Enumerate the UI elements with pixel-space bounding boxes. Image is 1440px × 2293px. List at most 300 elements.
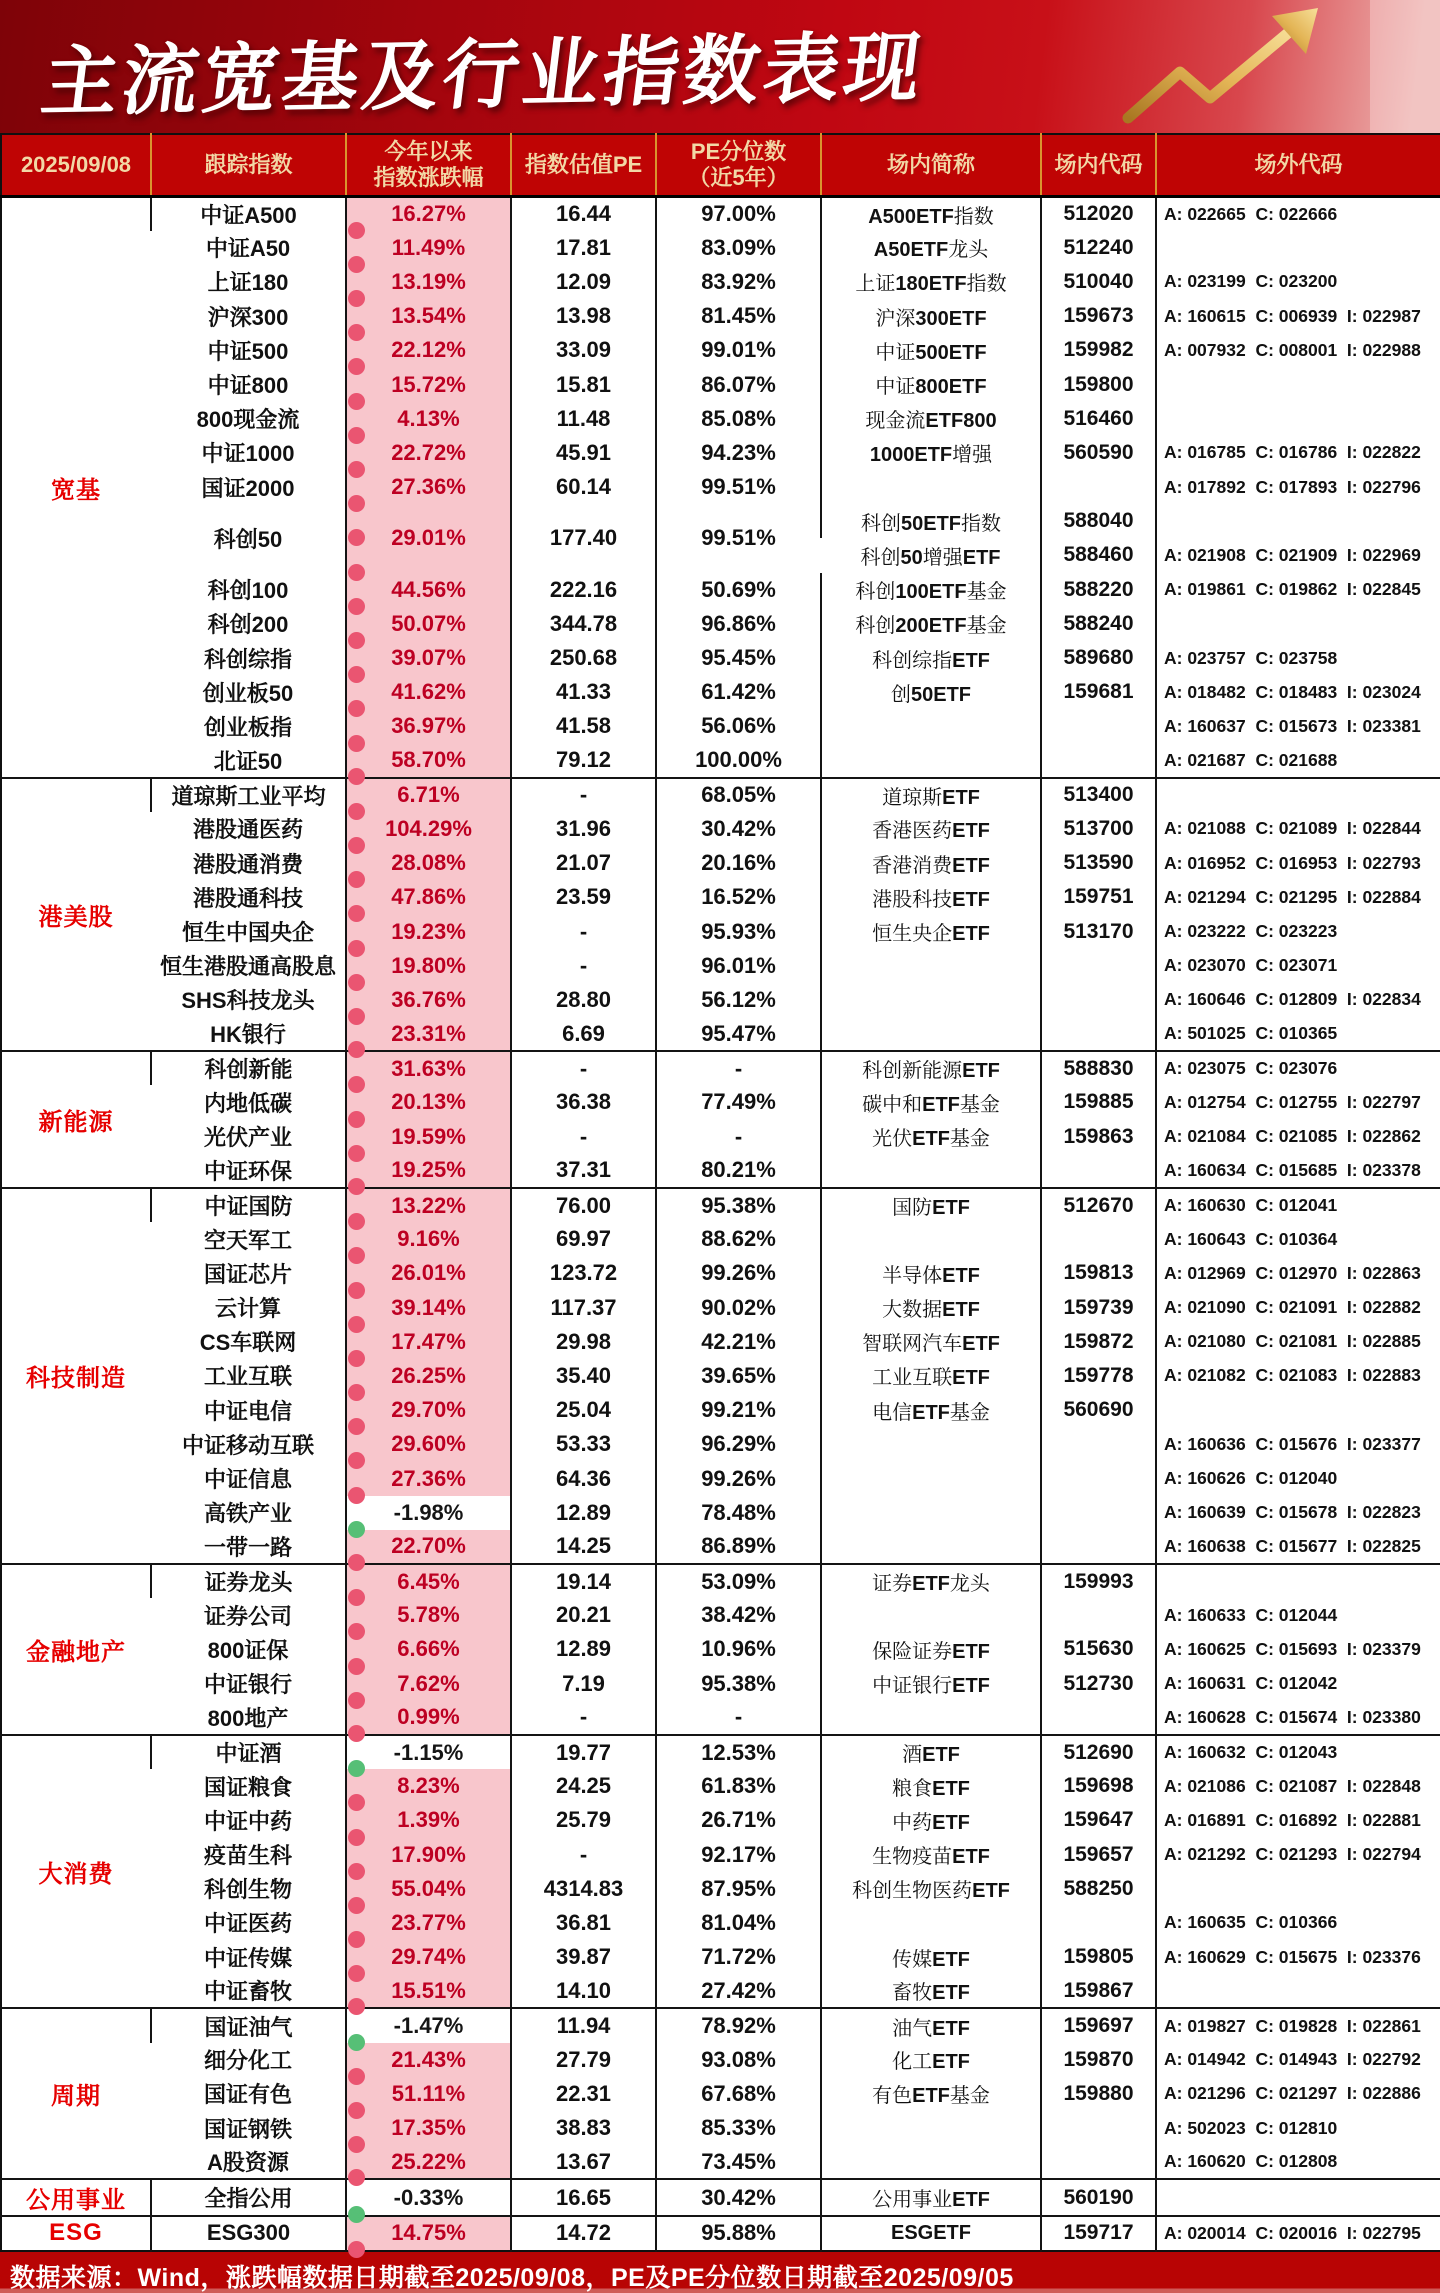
pe-percentile-cell: 38.42% (656, 1598, 821, 1632)
exchange-code-cell: 159805 (1041, 1940, 1156, 1974)
etf-abbr-cell: A50ETF龙头 (821, 231, 1041, 265)
exchange-code-cell (1041, 709, 1156, 743)
pe-percentile-cell: 99.26% (656, 1256, 821, 1290)
otc-code-cell: A: 160637 C: 015673 I: 023381 (1156, 709, 1440, 743)
ytd-change-cell: 50.07% (346, 607, 511, 641)
index-name-cell: 港股通医药 (192, 817, 303, 843)
otc-code-cell: A: 021084 C: 021085 I: 022862 (1156, 1120, 1440, 1154)
table-row (1, 367, 1440, 401)
exchange-code-cell: 588250 (1041, 1872, 1156, 1906)
otc-code-cell: A: 007932 C: 008001 I: 022988 (1156, 333, 1440, 367)
exchange-code-cell: 159867 (1041, 1974, 1156, 2008)
etf-abbr-cell: 国防ETF (821, 1188, 1041, 1222)
etf-abbr-cell: 酒ETF (821, 1735, 1041, 1769)
ytd-change-cell: 47.86% (346, 880, 511, 914)
date-header: 2025/09/08 (1, 134, 151, 197)
ytd-change-cell: 6.66% (346, 1632, 511, 1666)
ytd-change-cell: 29.70% (346, 1393, 511, 1427)
table-row (1, 2111, 1440, 2145)
pe-cell: 35.40 (511, 1359, 656, 1393)
pe-percentile-cell: 95.47% (656, 1017, 821, 1051)
otc-code-cell: A: 021086 C: 021087 I: 022848 (1156, 1769, 1440, 1803)
pe-cell: 39.87 (511, 1940, 656, 1974)
index-name-cell: 中证800 (207, 373, 289, 399)
pe-percentile-cell: 87.95% (656, 1872, 821, 1906)
ytd-change-cell: 21.43% (346, 2043, 511, 2077)
exchange-code-cell (1041, 1427, 1156, 1461)
pe-percentile-cell: 83.92% (656, 265, 821, 299)
masthead (0, 0, 1440, 133)
pe-percentile-cell: 10.96% (656, 1632, 821, 1666)
pe-percentile-cell: - (656, 1701, 821, 1735)
index-name-cell: 中证酒 (151, 1735, 346, 1769)
exchange-code-cell: 512670 (1041, 1188, 1156, 1222)
pe-cell: 38.83 (511, 2111, 656, 2145)
index-name-cell: 800证保 (207, 1637, 289, 1663)
etf-abbr-cell: 中证800ETF (821, 367, 1041, 401)
table-row (1, 1222, 1440, 1256)
otc-code-cell: A: 160636 C: 015676 I: 023377 (1156, 1427, 1440, 1461)
etf-abbr-cell: 道琼斯ETF (821, 778, 1041, 812)
index-name-cell: 沪深300 (207, 304, 289, 330)
pe-cell: 19.14 (511, 1564, 656, 1598)
table-row (1, 197, 1440, 231)
index-name-cell: 细分化工 (203, 2048, 292, 2074)
etf-abbr-cell (821, 1427, 1041, 1461)
index-name-cell: 国证2000 (201, 475, 295, 501)
etf-abbr-cell: 上证180ETF指数 (821, 265, 1041, 299)
table-row (1, 1085, 1440, 1119)
index-name-cell: 科创生物 (203, 1877, 292, 1903)
pe-percentile-cell: 97.00% (656, 197, 821, 231)
pe-cell: 23.59 (511, 880, 656, 914)
exchange-code-cell: 159681 (1041, 675, 1156, 709)
otc-code-cell: A: 019861 C: 019862 I: 022845 (1156, 573, 1440, 607)
otc-code-cell: A: 020014 C: 020016 I: 022795 (1156, 2216, 1440, 2250)
etf-abbr-cell: 香港医药ETF (821, 812, 1041, 846)
etf-abbr-cell (821, 1461, 1041, 1495)
index-name-cell: 中证信息 (203, 1467, 292, 1493)
pe-percentile-cell: 99.01% (656, 333, 821, 367)
index-name-cell: 工业互联 (203, 1364, 292, 1390)
category-cell: 科技制造 (1, 1188, 151, 1564)
pe-cell: 53.33 (511, 1427, 656, 1461)
pe-cell: 20.21 (511, 1598, 656, 1632)
pe-percentile-cell: 67.68% (656, 2077, 821, 2111)
pe-cell: 344.78 (511, 607, 656, 641)
category-cell: 大消费 (1, 1735, 151, 2009)
index-name-cell: 港股通科技 (192, 885, 303, 911)
exchange-code-cell: 512240 (1041, 231, 1156, 265)
etf-abbr-cell: 香港消费ETF (821, 846, 1041, 880)
ytd-change-cell: 23.77% (346, 1906, 511, 1940)
exchange-code-cell: 515630 (1041, 1632, 1156, 1666)
ytd-change-cell: 19.25% (346, 1154, 511, 1188)
exchange-code-cell (1041, 1461, 1156, 1495)
ytd-change-cell: 29.60% (346, 1427, 511, 1461)
pe-percentile-cell: 85.33% (656, 2111, 821, 2145)
pe-cell: 60.14 (511, 470, 656, 504)
exchange-code-cell: 159813 (1041, 1256, 1156, 1290)
table-row (1, 2043, 1440, 2077)
exchange-code-cell: 159647 (1041, 1803, 1156, 1837)
exchange-code-cell: 159657 (1041, 1838, 1156, 1872)
pe-cell: 15.81 (511, 367, 656, 401)
etf-abbr-cell: 科创新能源ETF (821, 1051, 1041, 1085)
pe-percentile-cell: 39.65% (656, 1359, 821, 1393)
ytd-change-cell: 7.62% (346, 1667, 511, 1701)
otc-code-cell: A: 160630 C: 012041 (1156, 1188, 1440, 1222)
table-row (1, 1530, 1440, 1564)
pe-cell: 24.25 (511, 1769, 656, 1803)
pe-percentile-cell: 12.53% (656, 1735, 821, 1769)
table-row (1, 1188, 1440, 1222)
otc-code-cell: A: 021088 C: 021089 I: 022844 (1156, 812, 1440, 846)
pe-cell: 64.36 (511, 1461, 656, 1495)
index-name-cell: 国证芯片 (203, 1261, 292, 1287)
ytd-change-cell: 11.49% (346, 231, 511, 265)
exchange-code-cell: 513700 (1041, 812, 1156, 846)
otc-code-cell: A: 021908 C: 021909 I: 022969 (1156, 538, 1440, 572)
table-row (1, 1701, 1440, 1735)
etf-abbr-cell: 科创生物医药ETF (821, 1872, 1041, 1906)
otc-code-cell: A: 160646 C: 012809 I: 022834 (1156, 983, 1440, 1017)
pe-cell: - (511, 1120, 656, 1154)
col-header-otc: 场外代码 (1156, 134, 1440, 197)
pe-cell: 41.58 (511, 709, 656, 743)
pe-cell: 16.65 (511, 2179, 656, 2216)
data-source-bar (0, 2252, 1440, 2293)
pe-percentile-cell: 77.49% (656, 1085, 821, 1119)
pe-percentile-cell: 95.93% (656, 914, 821, 948)
ytd-change-cell: 44.56% (346, 573, 511, 607)
table-row (1, 265, 1440, 299)
pe-percentile-cell: 99.51% (656, 470, 821, 504)
index-name-cell: CS车联网 (199, 1330, 297, 1356)
etf-abbr-cell (821, 2145, 1041, 2179)
otc-code-cell: A: 160634 C: 015685 I: 023378 (1156, 1154, 1440, 1188)
ytd-change-cell: 6.71% (346, 778, 511, 812)
otc-code-cell: A: 023075 C: 023076 (1156, 1051, 1440, 1085)
index-name-cell: 云计算 (214, 1296, 281, 1322)
col-header-index: 跟踪指数 (151, 134, 346, 197)
etf-abbr-cell: 科创综指ETF (821, 641, 1041, 675)
otc-code-cell: A: 021090 C: 021091 I: 022882 (1156, 1291, 1440, 1325)
pe-cell: 7.19 (511, 1667, 656, 1701)
category-cell: 宽基 (1, 197, 151, 778)
exchange-code-cell: 159778 (1041, 1359, 1156, 1393)
ytd-change-cell: 29.01% (346, 504, 511, 572)
table-row (1, 1256, 1440, 1290)
pe-percentile-cell: 27.42% (656, 1974, 821, 2008)
table-row (1, 1325, 1440, 1359)
exchange-code-cell (1041, 744, 1156, 778)
pe-percentile-cell: 42.21% (656, 1325, 821, 1359)
otc-code-cell: A: 016952 C: 016953 I: 022793 (1156, 846, 1440, 880)
ytd-change-cell: 22.70% (346, 1530, 511, 1564)
exchange-code-cell: 588220 (1041, 573, 1156, 607)
table-row (1, 1120, 1440, 1154)
otc-code-cell: A: 160639 C: 015678 I: 022823 (1156, 1496, 1440, 1530)
pe-cell: 45.91 (511, 436, 656, 470)
etf-abbr-cell: 沪深300ETF (821, 299, 1041, 333)
etf-abbr-cell (821, 470, 1041, 504)
ytd-change-cell: 26.25% (346, 1359, 511, 1393)
table-row (1, 1803, 1440, 1837)
index-name-cell: 800地产 (207, 1705, 289, 1731)
table-row (1, 983, 1440, 1017)
table-row (1, 641, 1440, 675)
index-name-cell: 中证传媒 (203, 1945, 292, 1971)
exchange-code-cell: 513590 (1041, 846, 1156, 880)
pe-percentile-cell: 71.72% (656, 1940, 821, 1974)
pe-cell: - (511, 949, 656, 983)
etf-abbr-cell: 生物疫苗ETF (821, 1838, 1041, 1872)
table-row (1, 675, 1440, 709)
index-name-cell: 证券龙头 (151, 1564, 346, 1598)
index-name-cell: 国证粮食 (203, 1774, 292, 1800)
exchange-code-cell (1041, 1701, 1156, 1735)
etf-abbr-cell: 化工ETF (821, 2043, 1041, 2077)
col-header-ytd: 今年以来 指数涨跌幅 (346, 134, 511, 197)
index-name-cell: 港股通消费 (192, 851, 303, 877)
otc-code-cell: A: 021080 C: 021081 I: 022885 (1156, 1325, 1440, 1359)
pe-percentile-cell: 61.42% (656, 675, 821, 709)
etf-abbr-cell: 光伏ETF基金 (821, 1120, 1041, 1154)
index-name-cell: 中证500 (207, 338, 289, 364)
etf-abbr-cell: 证券ETF龙头 (821, 1564, 1041, 1598)
pe-percentile-cell: 99.51% (656, 504, 821, 572)
index-name-cell: 道琼斯工业平均 (151, 778, 346, 812)
etf-abbr-cell (821, 983, 1041, 1017)
etf-abbr-cell: ESGETF (821, 2216, 1041, 2250)
etf-abbr-cell: 半导体ETF (821, 1256, 1041, 1290)
exchange-code-cell: 512730 (1041, 1667, 1156, 1701)
index-name-cell: 科创新能 (151, 1051, 346, 1085)
pe-cell: 250.68 (511, 641, 656, 675)
index-name-cell: 空天军工 (203, 1227, 292, 1253)
pe-cell: 36.81 (511, 1906, 656, 1940)
ytd-change-cell: 39.07% (346, 641, 511, 675)
pe-percentile-cell: 88.62% (656, 1222, 821, 1256)
etf-abbr-cell (821, 1530, 1041, 1564)
otc-code-cell: A: 502023 C: 012810 (1156, 2111, 1440, 2145)
index-name-cell: 国证有色 (203, 2082, 292, 2108)
index-name-cell: 科创综指 (203, 646, 292, 672)
etf-abbr-cell: 大数据ETF (821, 1291, 1041, 1325)
table-row (1, 1291, 1440, 1325)
index-name-cell: 科创200 (207, 612, 289, 638)
ytd-change-cell: 5.78% (346, 1598, 511, 1632)
ytd-change-cell: 41.62% (346, 675, 511, 709)
etf-abbr-cell: 科创100ETF基金 (821, 573, 1041, 607)
col-header-code: 场内代码 (1041, 134, 1156, 197)
otc-code-cell: A: 023222 C: 023223 (1156, 914, 1440, 948)
table-row (1, 778, 1440, 812)
pe-cell: 76.00 (511, 1188, 656, 1222)
otc-code-cell (1156, 367, 1440, 401)
table-row (1, 709, 1440, 743)
otc-code-cell: A: 160629 C: 015675 I: 023376 (1156, 1940, 1440, 1974)
category-cell: ESG (1, 2216, 151, 2250)
etf-abbr-cell: 中药ETF (821, 1803, 1041, 1837)
pe-cell: 25.79 (511, 1803, 656, 1837)
pe-cell: 12.09 (511, 265, 656, 299)
pe-percentile-cell: 93.08% (656, 2043, 821, 2077)
table-body (1, 197, 1440, 2251)
otc-code-cell: A: 160632 C: 012043 (1156, 1735, 1440, 1769)
pe-cell: 33.09 (511, 333, 656, 367)
exchange-code-cell: 513400 (1041, 778, 1156, 812)
exchange-code-cell: 512690 (1041, 1735, 1156, 1769)
pe-cell: - (511, 914, 656, 948)
index-table (0, 133, 1440, 2252)
otc-code-cell: A: 023199 C: 023200 (1156, 265, 1440, 299)
index-name-cell: 中证移动互联 (181, 1432, 314, 1458)
table-header (1, 134, 1440, 197)
pe-percentile-cell: 61.83% (656, 1769, 821, 1803)
table-row (1, 1393, 1440, 1427)
table-row (1, 744, 1440, 778)
pe-percentile-cell: 16.52% (656, 880, 821, 914)
index-name-cell: 高铁产业 (203, 1501, 292, 1527)
pe-percentile-cell: 95.45% (656, 641, 821, 675)
exchange-code-cell: 588830 (1041, 1051, 1156, 1085)
otc-code-cell: A: 160620 C: 012808 (1156, 2145, 1440, 2179)
etf-abbr-cell: 有色ETF基金 (821, 2077, 1041, 2111)
index-name-cell: 中证电信 (203, 1398, 292, 1424)
ytd-change-cell: 39.14% (346, 1291, 511, 1325)
exchange-code-cell: 560690 (1041, 1393, 1156, 1427)
pe-percentile-cell: 53.09% (656, 1564, 821, 1598)
pe-cell: 37.31 (511, 1154, 656, 1188)
pe-percentile-cell: 86.89% (656, 1530, 821, 1564)
table-row (1, 2179, 1440, 2216)
pe-cell: 29.98 (511, 1325, 656, 1359)
etf-abbr-cell (821, 709, 1041, 743)
table-row (1, 470, 1440, 504)
pe-cell: 79.12 (511, 744, 656, 778)
table-row (1, 1496, 1440, 1530)
index-name-cell: ESG300 (151, 2216, 346, 2250)
otc-code-cell (1156, 2179, 1440, 2216)
table-row (1, 504, 1440, 538)
ytd-change-cell: 16.27% (346, 197, 511, 231)
index-name-cell: 国证钢铁 (203, 2116, 292, 2142)
ytd-change-cell: 14.75% (346, 2216, 511, 2250)
index-name-cell: A股资源 (207, 2150, 289, 2176)
otc-code-cell: A: 021687 C: 021688 (1156, 744, 1440, 778)
otc-code-cell: A: 012754 C: 012755 I: 022797 (1156, 1085, 1440, 1119)
exchange-code-cell: 159885 (1041, 1085, 1156, 1119)
exchange-code-cell: 159673 (1041, 299, 1156, 333)
index-name-cell: 中证A50 (205, 236, 291, 262)
exchange-code-cell: 159698 (1041, 1769, 1156, 1803)
otc-code-cell: A: 160633 C: 012044 (1156, 1598, 1440, 1632)
ytd-change-cell: -0.33% (346, 2179, 511, 2216)
ytd-change-cell: 13.22% (346, 1188, 511, 1222)
pe-percentile-cell: 68.05% (656, 778, 821, 812)
exchange-code-cell: 588460 (1041, 538, 1156, 572)
table-row (1, 1940, 1440, 1974)
ytd-change-cell: 8.23% (346, 1769, 511, 1803)
exchange-code-cell: 159739 (1041, 1291, 1156, 1325)
trend-arrow-icon (1122, 6, 1352, 128)
index-name-cell: 中证医药 (203, 1911, 292, 1937)
ytd-change-cell: 4.13% (346, 402, 511, 436)
pe-cell: 4314.83 (511, 1872, 656, 1906)
exchange-code-cell: 159717 (1041, 2216, 1156, 2250)
otc-code-cell: A: 014942 C: 014943 I: 022792 (1156, 2043, 1440, 2077)
exchange-code-cell: 159751 (1041, 880, 1156, 914)
otc-code-cell: A: 021296 C: 021297 I: 022886 (1156, 2077, 1440, 2111)
ytd-change-cell: 28.08% (346, 846, 511, 880)
table-row (1, 914, 1440, 948)
index-name-cell: 国证油气 (151, 2008, 346, 2042)
ytd-change-cell: 31.63% (346, 1051, 511, 1085)
exchange-code-cell: 560190 (1041, 2179, 1156, 2216)
col-header-pe_pct: PE分位数 （近5年） (656, 134, 821, 197)
otc-code-cell: A: 021294 C: 021295 I: 022884 (1156, 880, 1440, 914)
exchange-code-cell (1041, 949, 1156, 983)
ytd-change-cell: 1.39% (346, 1803, 511, 1837)
category-cell: 新能源 (1, 1051, 151, 1188)
etf-abbr-cell: 工业互联ETF (821, 1359, 1041, 1393)
pe-cell: 28.80 (511, 983, 656, 1017)
etf-abbr-cell (821, 1017, 1041, 1051)
exchange-code-cell (1041, 1154, 1156, 1188)
index-name-cell: HK银行 (210, 1022, 286, 1048)
pe-percentile-cell: 96.01% (656, 949, 821, 983)
category-cell: 金融地产 (1, 1564, 151, 1735)
table-row (1, 607, 1440, 641)
pe-cell: 11.48 (511, 402, 656, 436)
index-name-cell: 创业板50 (202, 680, 294, 706)
pe-percentile-cell: 78.48% (656, 1496, 821, 1530)
table-row (1, 949, 1440, 983)
exchange-code-cell (1041, 983, 1156, 1017)
index-name-cell: 中证中药 (203, 1808, 292, 1834)
pe-percentile-cell: 30.42% (656, 812, 821, 846)
pe-percentile-cell: 56.06% (656, 709, 821, 743)
pe-percentile-cell: 26.71% (656, 1803, 821, 1837)
pe-cell: 123.72 (511, 1256, 656, 1290)
pe-cell: 31.96 (511, 812, 656, 846)
etf-abbr-cell: 现金流ETF800 (821, 402, 1041, 436)
index-name-cell: 光伏产业 (203, 1125, 292, 1151)
otc-code-cell (1156, 402, 1440, 436)
otc-code-cell: A: 160628 C: 015674 I: 023380 (1156, 1701, 1440, 1735)
exchange-code-cell: 159872 (1041, 1325, 1156, 1359)
pe-cell: 17.81 (511, 231, 656, 265)
pe-percentile-cell: 81.45% (656, 299, 821, 333)
pe-percentile-cell: 73.45% (656, 2145, 821, 2179)
etf-abbr-cell (821, 744, 1041, 778)
pe-cell: 13.67 (511, 2145, 656, 2179)
index-name-cell: 中证畜牧 (203, 1979, 292, 2005)
pe-cell: 41.33 (511, 675, 656, 709)
exchange-code-cell (1041, 1222, 1156, 1256)
etf-abbr-cell: 传媒ETF (821, 1940, 1041, 1974)
index-name-cell: 证券公司 (203, 1603, 292, 1629)
pe-percentile-cell: - (656, 1051, 821, 1085)
etf-abbr-cell: 油气ETF (821, 2008, 1041, 2042)
otc-code-cell: A: 160638 C: 015677 I: 022825 (1156, 1530, 1440, 1564)
index-name-cell: 中证环保 (203, 1158, 292, 1184)
data-source-note: 数据来源：Wind，涨跌幅数据日期截至2025/09/08，PE及PE分位数日期截至2025/09/05 (10, 2263, 1014, 2292)
pe-cell: - (511, 1838, 656, 1872)
table-row (1, 1359, 1440, 1393)
